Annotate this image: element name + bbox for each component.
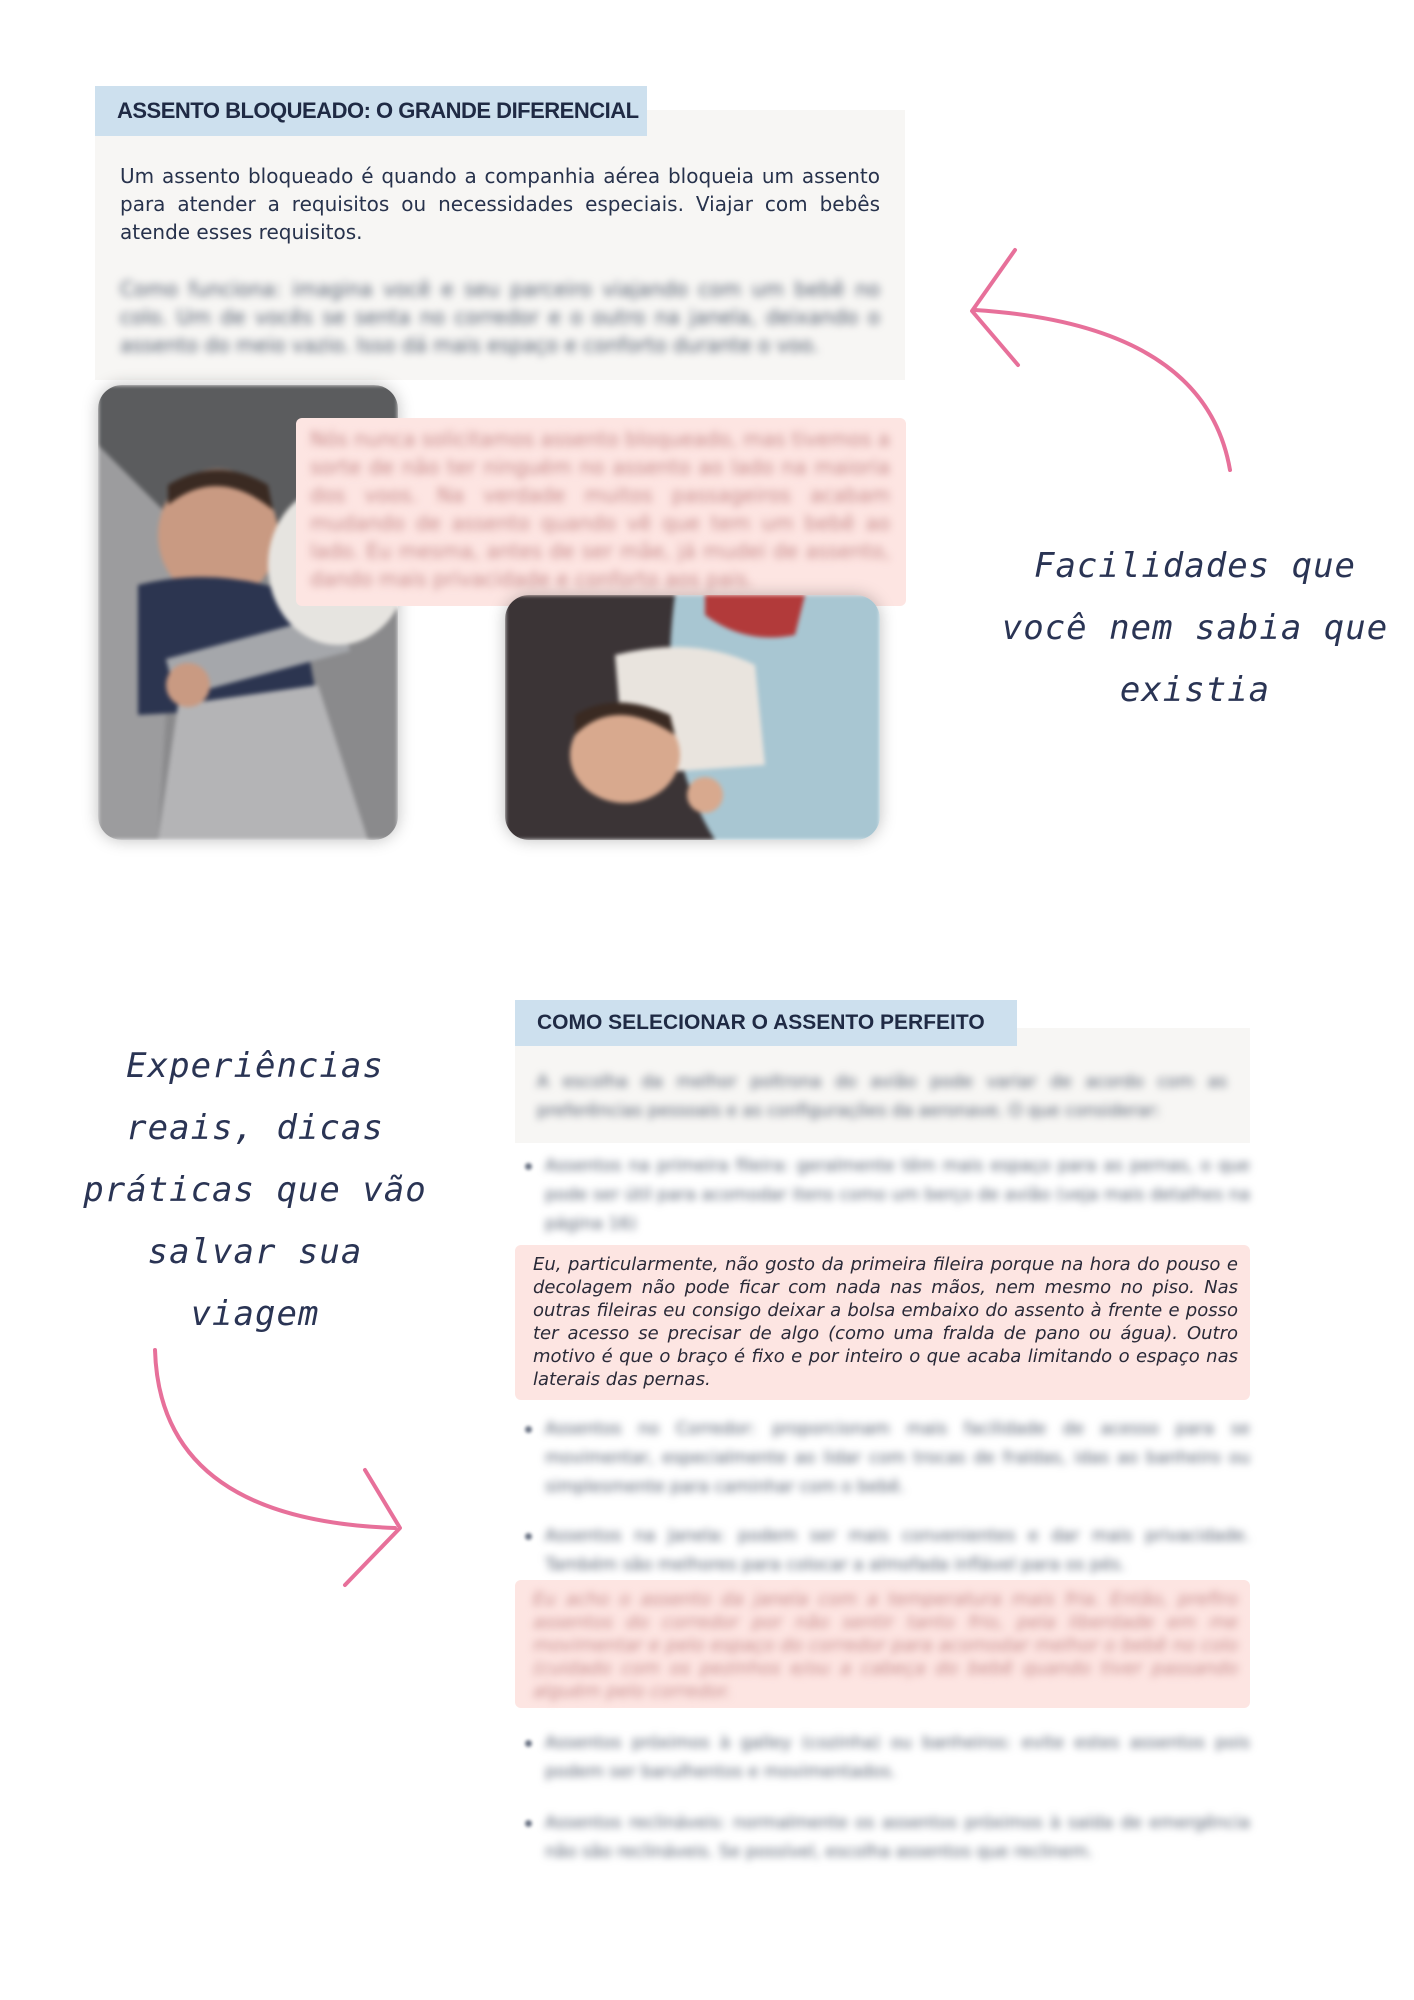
- section2-note2: Eu acho o assento da janela com a temperatura mais fria. Então, prefiro assentos do corredor por não sentir tanto frio, pela liberdade em me movimentar e pelo espaço do corredor para acomodar melhor o bebê no colo (cuidado com os pezinhos e/ou a cabeça do bebê quando tiver passando alguém pelo corredor.: [533, 1589, 1238, 1702]
- bullet-dot-icon: [525, 1533, 532, 1540]
- curved-arrow-icon: [950, 235, 1250, 495]
- section2-bullet4: Assentos próximos à galley (cozinha) ou banheiros: evite estes assentos pois podem ser barulhentos e movimentados.: [545, 1733, 1250, 1782]
- section1-note: Nós nunca solicitamos assento bloqueado, mas tivemos a sorte de não ter ninguém no assento ao lado na maioria dos voos. Na verdade muitos passageiros acabam mudando de assento quando vê que tem um bebê ao lado. Eu mesma, antes de ser mãe, já mudei de assento, dando mais privacidade e conforto aos pais.: [310, 427, 890, 591]
- section2-intro: A escolha da melhor poltrona do avião pode variar de acordo com as preferências pessoais e as configurações da aeronave. O que considerar:: [537, 1072, 1227, 1121]
- section2-note1: Eu, particularmente, não gosto da primeira fileira porque na hora do pouso e decolagem não pode ficar com nada nas mãos, nem mesmo no piso. Nas outras fileiras eu consigo deixar a bolsa embaixo do assento à frente e posso ter acesso se precisar de algo (como uma fralda de pano ou água). Outro motivo é que o braço é fixo e por inteiro o que acaba limitando o espaço nas laterais das pernas.: [533, 1254, 1238, 1390]
- section2-bullet5: Assentos reclináveis: normalmente os assentos próximos à saída de emergência não são reclináveis. Se possível, escolha assentos que reclinem.: [545, 1813, 1250, 1862]
- section2-bullet2: Assentos no Corredor: proporcionam mais facilidade de acesso para se movimentar, especialmente ao lidar com trocas de fraldas, idas ao banheiro ou simplesmente para caminhar com o bebê.: [545, 1419, 1250, 1497]
- section1-paragraph1: Um assento bloqueado é quando a companhia aérea bloqueia um assento para atender a requisitos ou necessidades especiais. Viajar com bebês atende esses requisitos.: [120, 164, 880, 244]
- bullet-dot-icon: [525, 1163, 532, 1170]
- section2-bullet3: Assentos na Janela: podem ser mais convenientes e dar mais privacidade. Também são melhores para colocar a almofada inflável para os pés.: [545, 1526, 1250, 1575]
- annotation-right: Facilidades que você nem sabia que existia: [1001, 546, 1389, 710]
- baby-photo-2-image: [505, 595, 880, 840]
- section1-paragraph2: Como funciona: imagina você e seu parceiro viajando com um bebê no colo. Um de vocês se senta no corredor e o outro na janela, deixando o assento do meio vazio. Isso dá mais espaço e conforto durante o voo.: [120, 277, 880, 357]
- annotation-left: Experiências reais, dicas práticas que vão salvar sua viagem: [83, 1046, 427, 1334]
- bullet-dot-icon: [525, 1820, 532, 1827]
- section1-header: ASSENTO BLOQUEADO: O GRANDE DIFERENCIAL: [95, 86, 647, 136]
- bullet-dot-icon: [525, 1740, 532, 1747]
- baby-sleeping-photo-2: [505, 595, 880, 840]
- section2-bullet1: Assentos na primeira fileira: geralmente têm mais espaço para as pernas, o que pode ser útil para acomodar itens como um berço de avião (veja mais detalhes na página 16): [545, 1156, 1250, 1234]
- bullet-dot-icon: [525, 1426, 532, 1433]
- section2-header: COMO SELECIONAR O ASSENTO PERFEITO: [515, 1000, 1017, 1046]
- curved-arrow-icon: [140, 1330, 440, 1610]
